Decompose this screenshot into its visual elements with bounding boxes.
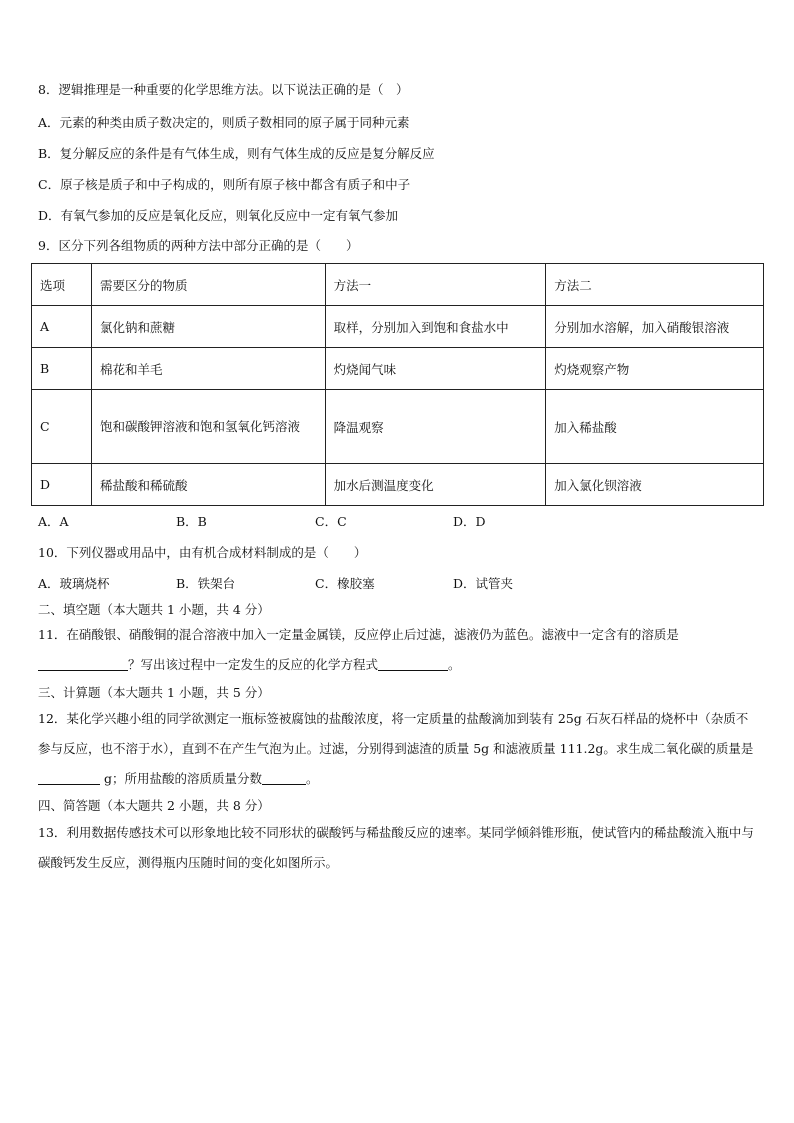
header-cell-method1: 方法一 (325, 264, 546, 306)
table-row (32, 306, 764, 348)
table-row (32, 390, 764, 464)
q10-stem: 10．下列仪器或用品中，由有机合成材料制成的是（ ） (38, 545, 367, 560)
table-cell: 棉花和羊毛 (91, 348, 325, 390)
q9-option-d: D．D (453, 514, 486, 529)
q11-part3: 。 (448, 657, 461, 672)
q10-option-c: C．橡胶塞 (315, 576, 375, 591)
q9-table (31, 263, 764, 506)
q10-option-b: B．铁架台 (176, 576, 236, 591)
table-cell: D (32, 464, 92, 506)
q11-part2: ？写出该过程中一定发生的反应的化学方程式 (128, 657, 379, 672)
table-cell: 灼烧闻气味 (325, 348, 546, 390)
q9-stem: 9．区分下列各组物质的两种方法中部分正确的是（ ） (38, 238, 359, 253)
q13-text: 13．利用数据传感技术可以形象地比较不同形状的碳酸钙与稀盐酸反应的速率。某同学倾斜锥形瓶，使试管内的稀盐酸流入瓶中与碳酸钙发生反应，测得瓶内压随时间的变化如图所示。 (38, 825, 754, 870)
q9-option-b: B．B (176, 514, 207, 529)
q8-option-b: B．复分解反应的条件是有气体生成，则有气体生成的反应是复分解反应 (38, 146, 435, 161)
table-cell: 饱和碳酸钾溶液和饱和氢氧化钙溶液 (91, 390, 325, 464)
table-row (32, 348, 764, 390)
header-cell-substances: 需要区分的物质 (91, 264, 325, 306)
section-short-answer-heading: 四、简答题（本大题共 2 小题，共 8 分） (38, 798, 270, 813)
q12-part3: 。 (305, 771, 319, 786)
table-cell: 加入稀盐酸 (546, 390, 764, 464)
table-cell: 取样，分别加入到饱和食盐水中 (325, 306, 546, 348)
q8-option-c: C．原子核是质子和中子构成的，则所有原子核中都含有质子和中子 (38, 177, 411, 192)
q12-part2: g；所用盐酸的溶质质量分数 (100, 771, 262, 786)
q12-part1: 12．某化学兴趣小组的同学欲测定一瓶标签被腐蚀的盐酸浓度，将一定质量的盐酸滴加到装有 25g 石灰石样品的烧杯中（杂质不参与反应，也不溶于水），直到不在产生气泡为止。过滤，分别得到滤渣的质量 5g 和滤液质量 111.2g。求生成二氧化碳的质量是 (38, 711, 754, 756)
section-fill-in-heading: 二、填空题（本大题共 1 小题，共 4 分） (38, 602, 270, 617)
table-cell: 分别加水溶解，加入硝酸银溶液 (546, 306, 764, 348)
q9-option-c: C．C (315, 514, 347, 529)
q12-blank-1[interactable] (38, 770, 100, 785)
table-cell: B (32, 348, 92, 390)
header-cell-option: 选项 (32, 264, 92, 306)
q10-option-a: A．玻璃烧杯 (38, 576, 110, 591)
q11-text (38, 620, 760, 680)
q9-option-a: A．A (38, 514, 69, 529)
table-cell: C (32, 390, 92, 464)
q12-blank-2[interactable] (262, 770, 306, 785)
q11-blank-1[interactable] (38, 656, 128, 671)
header-cell-method2: 方法二 (546, 264, 764, 306)
table-cell: 加入氯化钡溶液 (546, 464, 764, 506)
table-cell: 稀盐酸和稀硫酸 (91, 464, 325, 506)
section-calc-heading: 三、计算题（本大题共 1 小题，共 5 分） (38, 685, 270, 700)
table-cell: 加水后测温度变化 (325, 464, 546, 506)
q10-option-d: D．试管夹 (453, 576, 514, 591)
table-header-row (32, 264, 764, 306)
q8-option-d: D．有氧气参加的反应是氧化反应，则氧化反应中一定有氧气参加 (38, 208, 399, 223)
table-cell: A (32, 306, 92, 348)
table-cell: 降温观察 (325, 390, 546, 464)
q12-text (38, 704, 760, 794)
table-cell: 灼烧观察产物 (546, 348, 764, 390)
q8-stem: 8．逻辑推理是一种重要的化学思维方法。以下说法正确的是（ ） (38, 82, 409, 97)
table-cell: 氯化钠和蔗糖 (91, 306, 325, 348)
q11-part1: 11．在硝酸银、硝酸铜的混合溶液中加入一定量金属镁，反应停止后过滤，滤液仍为蓝色。滤液中一定含有的溶质是 (38, 627, 679, 642)
q8-option-a: A．元素的种类由质子数决定的，则质子数相同的原子属于同种元素 (38, 115, 410, 130)
table-row (32, 464, 764, 506)
q11-blank-2[interactable] (378, 656, 448, 671)
